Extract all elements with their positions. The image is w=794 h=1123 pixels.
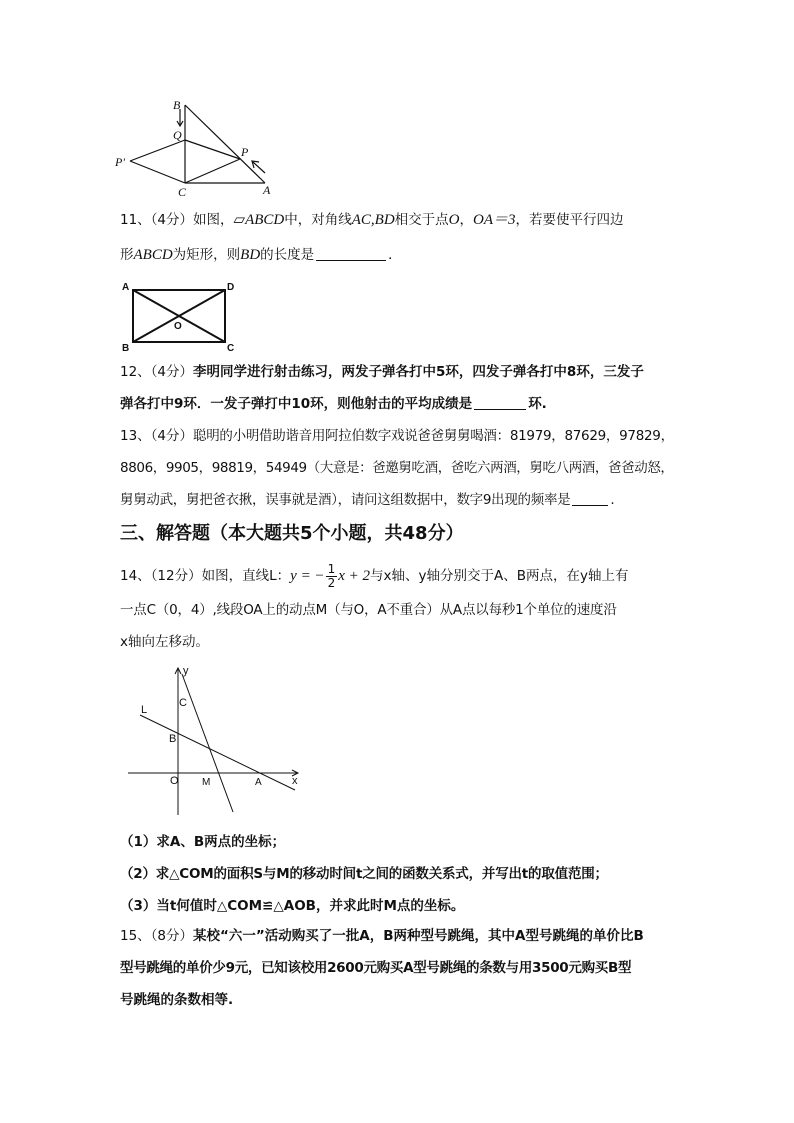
q15-number: 15、: [120, 928, 151, 944]
label-M: M: [202, 777, 211, 788]
q15-text: 型号跳绳的单价少9元，已知该校用2600元购买A型号跳绳的条数与用3500元购买B型: [120, 960, 632, 976]
q14-line1: [120, 562, 680, 590]
label-A: A: [263, 183, 271, 197]
label-P-prime: P': [115, 155, 125, 169]
label-L: L: [141, 704, 148, 716]
label-B: B: [169, 733, 177, 745]
figure-q14-coordinate-plane: [120, 660, 310, 820]
label-B: B: [173, 98, 181, 112]
q11-math-bd: BD: [240, 247, 261, 263]
q11-text: ，: [459, 212, 473, 228]
q15-text: 某校“六一”活动购买了一批A，B两种型号跳绳，其中A型号跳绳的单价比B: [193, 928, 644, 944]
label-y: y: [183, 665, 189, 677]
label-C: C: [227, 343, 235, 354]
q14-fraction: [326, 563, 338, 590]
q11-math-abcd2: ABCD: [133, 247, 173, 263]
q15-line1: [120, 926, 680, 946]
q15-score: （8分）: [150, 928, 194, 944]
q14-text: x轴向左移动。: [120, 634, 209, 650]
q14-score: （12分）: [150, 568, 202, 584]
q14-sub1-text: （1）求A、B两点的坐标；: [120, 834, 286, 850]
q14-line3: [120, 632, 680, 652]
q14-text: 与x轴、y轴分别交于A、B两点，在y轴上有: [369, 568, 629, 584]
q15-line3: [120, 990, 680, 1010]
q12-line1: [120, 362, 680, 382]
figure-q10-triangle: [115, 95, 285, 200]
label-A: A: [122, 282, 130, 293]
q14-subquestion-2: [120, 864, 680, 884]
label-C: C: [179, 697, 187, 709]
label-B: B: [122, 343, 130, 354]
q12-text: 李明同学进行射击练习，两发子弹各打中5环，四发子弹各打中8环，三发子: [193, 364, 644, 380]
q11-text: 形: [120, 247, 134, 263]
fraction-numerator: 1: [327, 561, 336, 576]
q14-subquestion-1: [120, 832, 680, 852]
label-Q: Q: [173, 128, 182, 142]
label-x: x: [292, 775, 298, 787]
q13-text: 8806，9905，98819，54949（大意是：爸邀舅吃酒，爸吃六两酒，舅吃八两酒，爸爸动怒，: [120, 460, 674, 476]
q11-math-oa: OA＝3: [473, 212, 516, 228]
q11-math-acbd: AC,BD: [351, 212, 395, 228]
label-P: P: [241, 145, 249, 159]
q13-line1: [120, 426, 680, 446]
q11-text: 的长度是: [260, 247, 315, 263]
q13-text: 舅舅动武，舅把爸衣揪，误事就是酒），请问这组数据中，数字9出现的频率是: [120, 492, 571, 508]
q14-sub3-text: （3）当t何值时△COM≌△AOB，并求此时M点的坐标。: [120, 898, 465, 914]
q11-text: ，若要使平行四边: [515, 212, 624, 228]
q14-sub2-text: （2）求△COM的面积S与M的移动时间t之间的函数关系式，并写出t的取值范围；: [120, 866, 608, 882]
q14-text: 一点C（0，4）,线段OA上的动点M（与O，A不重合）从A点以每秒1个单位的速度沿: [120, 602, 617, 618]
q13-line3: [120, 490, 680, 510]
q11-text: 如图，: [193, 212, 234, 228]
q14-eq-rhs: x + 2: [338, 568, 370, 584]
q14-eq-lhs: y = −: [290, 568, 325, 584]
q11-line1: [120, 210, 680, 230]
label-O: O: [170, 775, 179, 787]
section-heading: 三、解答题（本大题共5个小题，共48分）: [120, 523, 464, 544]
q13-number: 13、: [120, 428, 151, 444]
label-O: O: [174, 321, 182, 332]
q11-score: （4分）: [150, 212, 194, 228]
q15-line2: [120, 958, 680, 978]
q11-math-abcd: ▱ABCD: [233, 212, 285, 228]
q12-text: 弹各打中9环．一发子弹打中10环，则他射击的平均成绩是: [120, 396, 473, 412]
q11-text: 中，对角线: [284, 212, 352, 228]
q12-line2: [120, 394, 680, 414]
q14-line2: [120, 600, 680, 620]
label-C: C: [178, 185, 187, 199]
q15-text: 号跳绳的条数相等.: [120, 992, 234, 1008]
q11-number: 11、: [120, 212, 151, 228]
q14-text: 如图，直线L：: [201, 568, 291, 584]
label-D: D: [227, 282, 235, 293]
q11-text: 为矩形，则: [172, 247, 241, 263]
q13-text: .: [610, 492, 615, 508]
q11-text: ．: [388, 247, 402, 263]
fraction-denominator: 2: [327, 575, 336, 590]
q11-line2: [120, 245, 680, 265]
figure-q11-rectangle: [120, 280, 240, 355]
label-A: A: [255, 777, 262, 788]
q11-text: 相交于点: [394, 212, 449, 228]
q14-subquestion-3: [120, 896, 680, 916]
q13-line2: [120, 458, 680, 478]
q12-text: 环.: [528, 396, 547, 412]
q13-text: 聪明的小明借助谐音用阿拉伯数字戏说爸爸舅舅喝酒：81979，87629，97829，: [193, 428, 674, 444]
answer-blank: [474, 395, 526, 410]
q13-score: （4分）: [150, 428, 194, 444]
answer-blank: [572, 491, 608, 506]
answer-blank: [316, 246, 386, 261]
q12-number: 12、: [120, 364, 151, 380]
q12-score: （4分）: [150, 364, 194, 380]
q11-math-o: O: [448, 212, 460, 228]
q14-number: 14、: [120, 568, 151, 584]
